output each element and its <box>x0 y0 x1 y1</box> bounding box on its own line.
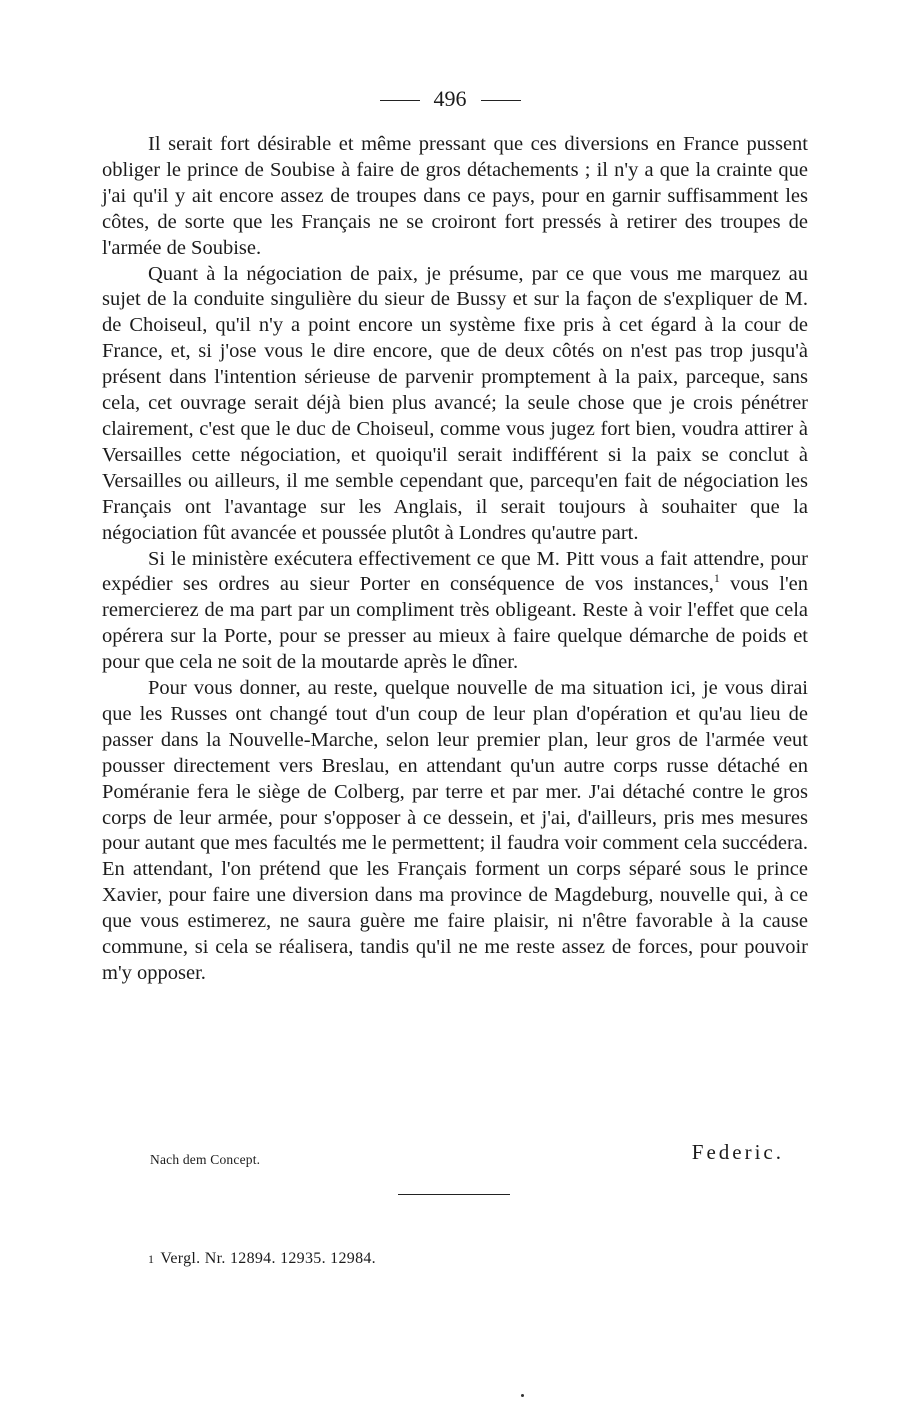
page-number: 496 <box>433 86 467 111</box>
page-header <box>0 84 900 114</box>
signature: Federic. <box>691 1140 784 1164</box>
paragraph-1: Il serait fort désirable et même pressant que ces diversions en France pussent obliger le prince de Soubise à faire de gros détachements ; il n'y a que la crainte que j'ai qu'il y ait encore assez de troupes dans ce pays, pour en garnir suffisamment les côtes, de sorte que les Français ne se croiront fort pressés à retirer des troupes de l'armée de Soubise. <box>102 133 808 259</box>
footnote-reference: 1 <box>713 571 720 586</box>
paragraph-3 <box>102 547 808 677</box>
source-note: Nach dem Concept. <box>150 1152 261 1167</box>
paragraph-2: Quant à la négociation de paix, je présume, par ce que vous me marquez au sujet de la conduite singulière du sieur de Bussy et sur la façon de s'expliquer de M. de Choiseul, qu'il n'y a point encore un système fixe pris à cet égard à la cour de France, et, si j'ose vous le dire encore, que de deux côtés on n'est pas trop jusqu'à présent dans l'intention sérieuse de parvenir promptement à la paix, parceque, sans cela, cet ouvrage serait déjà bien plus avancé; la seule chose que je crois pénétrer clairement, c'est que le duc de Choiseul, comme vous jugez fort bien, voudra attirer à Versailles cette négociation, et quoiqu'il serait indifférent si la paix se conclut à Versailles ou ailleurs, il me semble cependant que, parcequ'en fait de négociation les Français ont l'avantage sur les Anglais, il serait toujours à souhaiter que la négociation fût avancée et poussée plutôt à Londres qu'autre part. <box>102 262 808 544</box>
header-dash-left <box>380 100 420 101</box>
footnote <box>148 1248 376 1270</box>
footnote-separator <box>398 1194 510 1195</box>
paragraph-4: Pour vous donner, au reste, quelque nouvelle de ma situation ici, je vous dirai que les Russes ont changé tout d'un coup de leur plan d'opération et qu'au lieu de passer dans la Nouvelle-Marche, selon leur premier plan, leur gros de l'armée veut pousser directement vers Breslau, en attendant qu'un autre corps russe détaché en Poméranie fera le siège de Colberg, par terre et par mer. J'ai détaché contre le gros corps de leur armée, pour s'opposer à ce dessein, et j'ai, d'ailleurs, pris mes mesures pour autant que mes facultés me le permettent; il faudra voir comment cela succédera. En attendant, l'on prétend que les Français forment un corps séparé sous le prince Xavier, pour faire une diversion dans ma province de Magdeburg, nouvelle qui, à ce que vous estimerez, ne saura guère me faire plaisir, ni n'être favorable à la cause commune, si cela se réalisera, tandis qu'il ne me reste assez de forces, pour pouvoir m'y opposer. <box>102 677 808 984</box>
header-dash-right <box>481 100 521 101</box>
paragraph-3-text-b: vous l'en remercierez de ma part par un compliment très obligeant. Reste à voir l'effet que cela opérera sur la Porte, pour se presser au mieux à faire quelque démarche de poids et pour que cela ne soit de la moutarde après le dîner. <box>102 573 808 674</box>
print-speck <box>521 1394 524 1397</box>
footnote-mark: 1 <box>148 1252 155 1266</box>
paragraph-3-text-a: Si le ministère exécutera effectivement ce que M. Pitt vous a fait attendre, pour expédier ses ordres au sieur Porter en conséquence de vos instances, <box>102 547 808 596</box>
letter-body <box>102 132 808 987</box>
closing-row <box>102 1140 808 1170</box>
footnote-text: Vergl. Nr. 12894. 12935. 12984. <box>160 1250 376 1267</box>
